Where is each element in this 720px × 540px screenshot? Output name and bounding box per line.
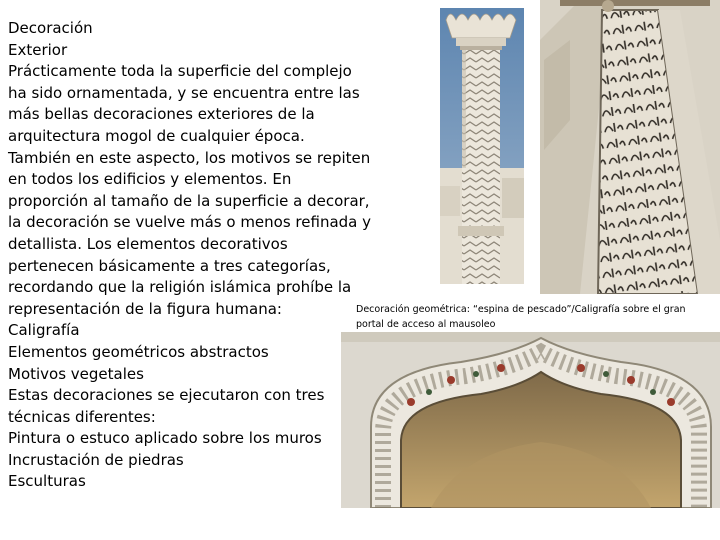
paragraph-line: pertenecen básicamente a tres categorías, (8, 256, 331, 275)
list-item: Pintura o estuco aplicado sobre los muros (8, 429, 322, 448)
paragraph-line: recordando que la religión islámica prohíbe la (8, 278, 352, 297)
paragraph-line: la decoración se vuelve más o menos refinada y (8, 213, 372, 232)
paragraph-line: ha sido ornamentada, y se encuentra entre las (8, 83, 360, 102)
paragraph-line: Prácticamente toda la superficie del complejo (8, 62, 352, 81)
photo-caption (356, 302, 716, 332)
list-item: Esculturas (8, 472, 86, 491)
caption-line: portal de acceso al mausoleo (356, 319, 496, 330)
paragraph-line: técnicas diferentes: (8, 407, 156, 426)
paragraph-line: más bellas decoraciones exteriores de la (8, 105, 315, 124)
list-item: Incrustación de piedras (8, 450, 184, 469)
body-text (8, 18, 372, 493)
list-item: Caligrafía (8, 321, 80, 340)
paragraph-line: representación de la figura humana: (8, 299, 282, 318)
calligraphy-photo (540, 0, 720, 294)
paragraph-line: detallista. Los elementos decorativos (8, 234, 288, 253)
arch-photo (341, 332, 720, 508)
paragraph-line: en todos los edificios y elementos. En (8, 170, 292, 189)
paragraph-line: También en este aspecto, los motivos se repiten (8, 148, 371, 167)
list-item: Motivos vegetales (8, 364, 144, 383)
heading-line: Decoración (8, 19, 93, 37)
paragraph-line: proporción al tamaño de la superficie a decorar, (8, 191, 370, 210)
minaret-photo (440, 8, 524, 284)
list-item: Elementos geométricos abstractos (8, 342, 269, 361)
paragraph-line: arquitectura mogol de cualquier época. (8, 126, 305, 145)
paragraph-line: Estas decoraciones se ejecutaron con tres (8, 386, 325, 405)
caption-line: Decoración geométrica: “espina de pescado”/Caligrafía sobre el gran (356, 304, 686, 315)
heading-line: Exterior (8, 40, 68, 59)
